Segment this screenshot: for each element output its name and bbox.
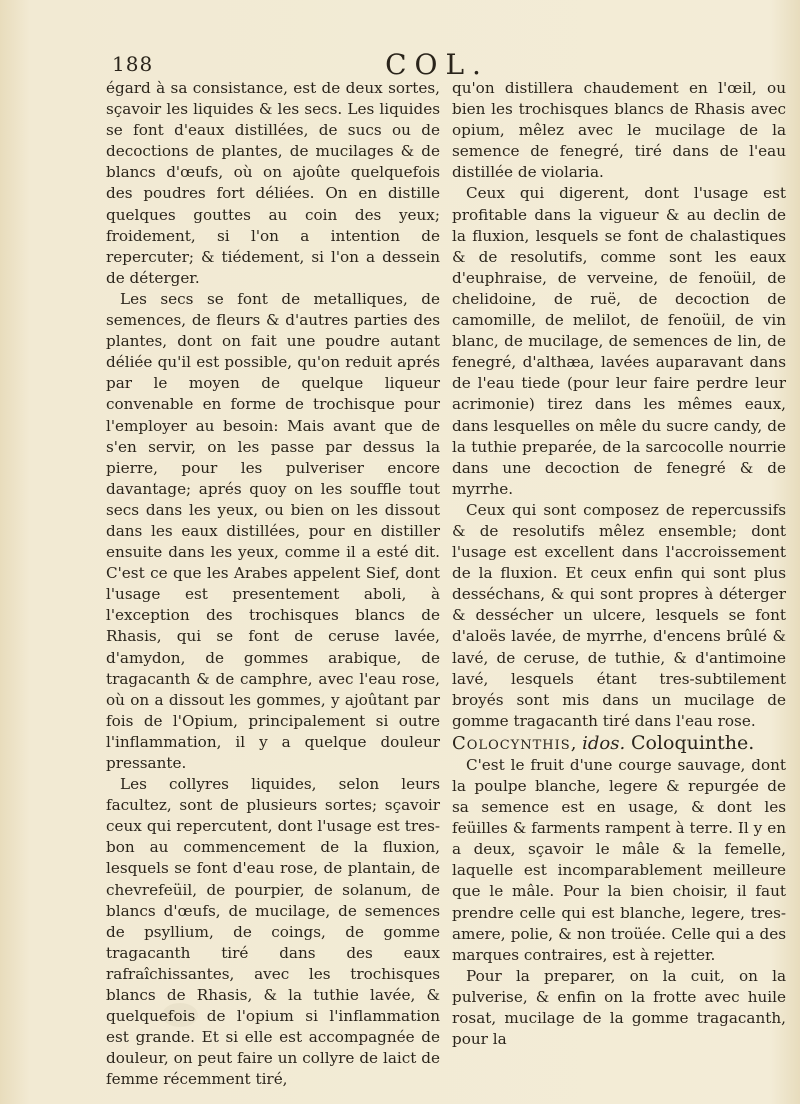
page-number: 188 (112, 52, 154, 76)
right-column (452, 78, 786, 1091)
entry-headword: Colocynthis (452, 732, 571, 754)
paragraph: C'est le fruit d'une courge sauvage, dont la poulpe blanche, legere & repurgée de sa semence est en usage, & dont les feüilles & farments rampent à terre. Il y en a deux, sçavoir le mâle & la femelle, laquelle est incomparablement meilleure que le mâle. Pour la bien choisir, il faut prendre celle qui est blanche, legere, tres-amere, polie, & non troüée. Celle qui a des marques contraires, est à rejetter. (452, 755, 786, 964)
faint-watermark (160, 1000, 200, 1030)
entry-french: Coloquinthe. (630, 731, 755, 754)
running-head: COL. (385, 48, 489, 81)
paragraph: Ceux qui sont composez de repercussifs & de resolutifs mêlez ensemble; dont l'usage est excellent dans l'accroissement de la fluxion. Et ceux enfin qui sont plus desséchans, & qui sont propres à déterger & dessécher un ulcere, lesquels se font d'aloës lavée, de myrrhe, d'encens brûlé & lavé, de ceruse, de tuthie, & d'antimoine lavé, lesquels étant tres-subtilement broyés sont mis dans un mucilage de gomme tragacanth tiré dans l'eau rose. (452, 500, 786, 730)
text-columns (106, 78, 786, 1089)
left-column (106, 78, 440, 1091)
entry-heading: Colocynthis, idos. Coloquinthe. (452, 731, 755, 754)
paragraph: Ceux qui digerent, dont l'usage est profitable dans la vigueur & au declin de la fluxion, lesquels se font de chalastiques & de resolutifs, comme sont les eaux d'euphraise, de verveine, de fenoüil, de chelidoine, de ruë, de decoction de camomille, de melilot, de fenoüil, de vin blanc, de mucilage, de semences de lin, de fenegré, d'althæa, lavées auparavant dans de l'eau tiede (pour leur faire perdre leur acrimonie) tirez dans les mêmes eaux, dans lesquelles on mêle du sucre candy, de la tuthie preparée, de la sarcocolle nourrie dans une decoction de fenegré & de myrrhe. (452, 184, 786, 498)
paragraph: Les collyres liquides, selon leurs facultez, sont de plusieurs sortes; sçavoir ceux qui repercutent, dont l'usage est tres-bon au commencement de la fluxion, lesquels se font d'eau rose, de plantain, de chevrefeüil, de pourpier, de solanum, de blancs d'œufs, de mucilage, de semences de psyllium, de coings, de gomme tragacanth tiré dans des eaux rafraîchissantes, avec les trochisques blancs de Rhasis, & la tuthie lavée, & quelquefois de l'opium si l'inflammation est grande. Et si elle est accompagnée de douleur, on peut faire un collyre de laict de femme récemment tiré, (106, 775, 440, 1089)
paragraph: Les secs se font de metalliques, de semences, de fleurs & d'autres parties des plantes, dont on fait une poudre autant déliée qu'il est possible, qu'on reduit aprés par le moyen de quelque liqueur convenable en forme de trochisque pour l'employer au besoin: Mais avant que de s'en servir, on les passe par dessus la pierre, pour les pulveriser encore davantage; aprés quoy on les souffle tout secs dans les yeux, ou bien on les dissout dans les eaux distillées, pour en distiller ensuite dans les yeux, comme il a esté dit. C'est ce que les Arabes appelent Sief, dont l'usage est presentement aboli, à l'exception des trochisques blancs de Rhasis, qui se font de ceruse lavée, d'amydon, de gommes arabique, de tragacanth & de camphre, avec l'eau rose, où on a dissout les gommes, y ajoûtant par fois de l'Opium, principalement si outre l'inflammation, il y a quelque douleur pressante. (106, 289, 440, 772)
entry-gender: idos. (582, 732, 626, 754)
paragraph: qu'on distillera chaudement en l'œil, ou bien les trochisques blancs de Rhasis avec opium, mêlez avec le mucilage de la semence de fenegré, tiré dans de l'eau distillée de violaria. (452, 79, 786, 182)
paragraph: égard à sa consistance, est de deux sortes, sçavoir les liquides & les secs. Les liquides se font d'eaux distillées, de sucs ou de decoctions de plantes, de mucilages & de blancs d'œufs, où on ajoûte quelquefois des poudres fort déliées. On en distille quelques gouttes au coin des yeux; froidement, si l'on a intention de repercuter; & tiédement, si l'on a dessein de déterger. (106, 79, 440, 287)
paragraph: Pour la preparer, on la cuit, on la pulverise, & enfin on la frotte avec huile rosat, mucilage de la gomme tragacanth, pour la (452, 966, 786, 1049)
